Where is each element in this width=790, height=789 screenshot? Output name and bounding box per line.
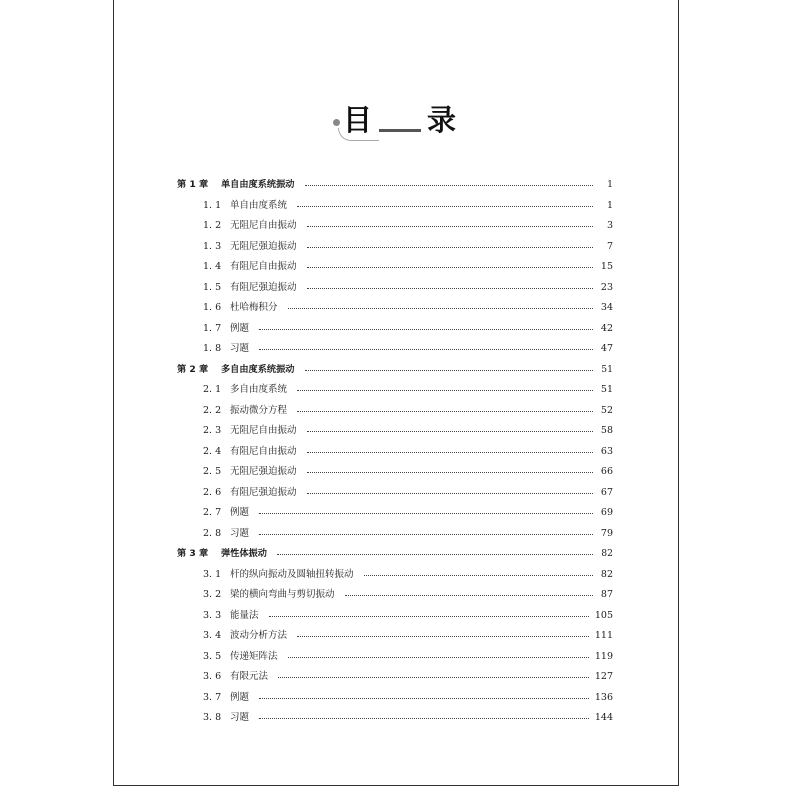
toc-section-row[interactable] [177, 421, 613, 442]
toc-entry-number: 2. 4 [203, 445, 222, 457]
toc-page-number: 47 [600, 343, 613, 354]
toc-page-number: 51 [601, 363, 613, 375]
toc-entry-title: 有阻尼自由振动 [230, 445, 297, 457]
toc-entry-number: 3. 4 [203, 630, 222, 641]
toc-section-row[interactable] [177, 196, 613, 217]
toc-page-number: 3 [606, 220, 613, 231]
toc-entry-number: 第 1 章 [177, 179, 209, 190]
toc-page-number: 1 [607, 179, 613, 190]
toc-section-row[interactable] [177, 278, 613, 299]
toc-page-number: 34 [600, 302, 613, 313]
toc-page-number: 1 [606, 199, 613, 211]
toc-page-number: 69 [600, 507, 613, 518]
dot-leader [259, 328, 593, 330]
toc-entry-number: 1. 5 [203, 281, 222, 293]
dot-leader [269, 615, 589, 617]
toc-page-number: 82 [601, 548, 613, 559]
toc-chapter-row[interactable] [177, 360, 613, 381]
toc-entry-title: 多自由度系统振动 [221, 363, 295, 375]
toc-chapter-row[interactable] [177, 175, 613, 196]
dot-leader [307, 246, 593, 248]
dot-leader [259, 533, 593, 535]
toc-entry-number: 3. 6 [203, 671, 222, 682]
dot-leader [259, 512, 593, 514]
dot-leader [307, 266, 593, 268]
toc-entry-number: 2. 2 [203, 404, 222, 416]
dot-leader [305, 369, 594, 371]
heading-char-mu: 目 [343, 103, 373, 137]
dot-leader [259, 348, 593, 350]
toc-entry-title: 波动分析方法 [230, 630, 288, 641]
toc-entry-number: 2. 6 [203, 486, 222, 498]
toc-entry-title: 例题 [230, 507, 250, 518]
toc-entry-title: 有阻尼强迫振动 [230, 486, 297, 498]
toc-page-number: 63 [600, 445, 613, 457]
toc-page-number: 79 [600, 527, 613, 539]
toc-section-row[interactable] [177, 503, 613, 524]
toc-entry-number: 第 3 章 [177, 548, 209, 559]
toc-entry-title: 习题 [230, 527, 250, 539]
toc-page-number: 82 [600, 568, 613, 580]
toc-entry-title: 例题 [230, 322, 250, 334]
toc-page-number: 7 [606, 240, 613, 252]
toc-page-number: 51 [600, 384, 613, 395]
toc-section-row[interactable] [177, 647, 613, 668]
toc-page-number: 42 [600, 322, 613, 334]
dot-leader [288, 307, 593, 309]
toc-section-row[interactable] [177, 524, 613, 545]
toc-entry-number: 1. 8 [203, 343, 222, 354]
toc-page-number: 144 [594, 712, 613, 723]
dot-leader [297, 205, 593, 207]
toc-entry-number: 3. 8 [203, 712, 222, 723]
heading-char-lu: 录 [427, 103, 457, 137]
dot-leader [297, 635, 589, 637]
toc-entry-number: 第 2 章 [177, 363, 209, 375]
toc-chapter-row[interactable] [177, 544, 613, 565]
dot-leader [307, 430, 593, 432]
toc-entry-number: 2. 5 [203, 466, 222, 477]
toc-entry-number: 2. 3 [203, 425, 222, 436]
toc-entry-title: 习题 [230, 343, 250, 354]
toc-entry-number: 1. 6 [203, 302, 222, 313]
toc-page-number: 67 [600, 486, 613, 498]
toc-page-number: 15 [600, 261, 613, 272]
toc-entry-title: 单自由度系统 [230, 199, 288, 211]
toc-entry-title: 单自由度系统振动 [221, 179, 295, 190]
toc-page-number: 23 [600, 281, 613, 293]
toc-section-row[interactable] [177, 216, 613, 237]
toc-entry-title: 有阻尼自由振动 [230, 261, 297, 272]
heading-underline [379, 129, 421, 132]
toc-section-row[interactable] [177, 483, 613, 504]
toc-section-row[interactable] [177, 380, 613, 401]
dot-leader [288, 656, 589, 658]
toc-entry-number: 1. 3 [203, 240, 222, 252]
dot-leader [307, 492, 593, 494]
toc-entry-number: 1. 4 [203, 261, 222, 272]
toc-entry-title: 习题 [230, 712, 250, 723]
toc-section-row[interactable] [177, 339, 613, 360]
toc-page-number: 105 [594, 609, 613, 621]
toc-page-number: 111 [594, 630, 613, 641]
toc-entry-title: 无阻尼强迫振动 [230, 466, 297, 477]
toc-entry-title: 无阻尼自由振动 [230, 425, 297, 436]
toc-page-number: 119 [594, 650, 613, 662]
toc-entry-title: 杆的纵向振动及圆轴扭转振动 [230, 568, 354, 580]
bullet-ornament-icon [333, 119, 340, 126]
dot-leader [307, 451, 593, 453]
toc-entry-number: 3. 7 [203, 691, 222, 703]
toc-entry-number: 3. 2 [203, 589, 222, 600]
dot-leader [277, 553, 593, 555]
toc-section-row[interactable] [177, 565, 613, 586]
dot-leader [297, 389, 593, 391]
toc-entry-number: 3. 1 [203, 568, 222, 580]
document-page [113, 0, 679, 786]
toc-page-number: 136 [594, 691, 613, 703]
toc-entry-title: 振动微分方程 [230, 404, 288, 416]
toc-section-row[interactable] [177, 708, 613, 729]
toc-entry-title: 传递矩阵法 [230, 650, 278, 662]
toc-section-row[interactable] [177, 257, 613, 278]
toc-page-number: 52 [600, 404, 613, 416]
toc-section-row[interactable] [177, 401, 613, 422]
dot-leader [307, 471, 593, 473]
dot-leader [259, 717, 589, 719]
toc-entry-number: 3. 3 [203, 609, 222, 621]
toc-section-row[interactable] [177, 585, 613, 606]
dot-leader [259, 697, 589, 699]
toc-entry-title: 无阻尼自由振动 [230, 220, 297, 231]
toc-section-row[interactable] [177, 298, 613, 319]
dot-leader [305, 184, 594, 186]
dot-leader [307, 225, 593, 227]
toc-entry-title: 有阻尼强迫振动 [230, 281, 297, 293]
toc-entry-number: 1. 7 [203, 322, 222, 334]
toc-entry-number: 3. 5 [203, 650, 222, 662]
toc-page-number: 87 [600, 589, 613, 600]
toc-entry-title: 梁的横向弯曲与剪切振动 [230, 589, 335, 600]
toc-entry-title: 弹性体振动 [221, 548, 267, 559]
toc-entry-number: 2. 7 [203, 507, 222, 518]
dot-leader [364, 574, 593, 576]
dot-leader [345, 594, 593, 596]
toc-section-row[interactable] [177, 606, 613, 627]
toc-section-row[interactable] [177, 442, 613, 463]
toc-section-row[interactable] [177, 667, 613, 688]
toc-page-number: 58 [600, 425, 613, 436]
toc-page-number: 66 [600, 466, 613, 477]
toc-page-number: 127 [594, 671, 613, 682]
toc-entry-number: 1. 1 [203, 199, 222, 211]
toc-section-row[interactable] [177, 319, 613, 340]
dot-leader [297, 410, 593, 412]
toc-section-row[interactable] [177, 688, 613, 709]
toc-section-row[interactable] [177, 237, 613, 258]
toc-entry-title: 例题 [230, 691, 250, 703]
dot-leader [278, 676, 589, 678]
toc-entry-title: 多自由度系统 [230, 384, 288, 395]
toc-entry-number: 1. 2 [203, 220, 222, 231]
toc-entry-title: 能量法 [230, 609, 259, 621]
toc-section-row[interactable] [177, 626, 613, 647]
toc-entry-number: 2. 8 [203, 527, 222, 539]
toc-entry-title: 无阻尼强迫振动 [230, 240, 297, 252]
toc-entry-title: 有限元法 [230, 671, 269, 682]
toc-entry-title: 杜哈梅积分 [230, 302, 278, 313]
toc-heading [114, 98, 678, 146]
dot-leader [307, 287, 593, 289]
toc-entry-number: 2. 1 [203, 384, 222, 395]
toc-section-row[interactable] [177, 462, 613, 483]
table-of-contents [177, 175, 613, 729]
